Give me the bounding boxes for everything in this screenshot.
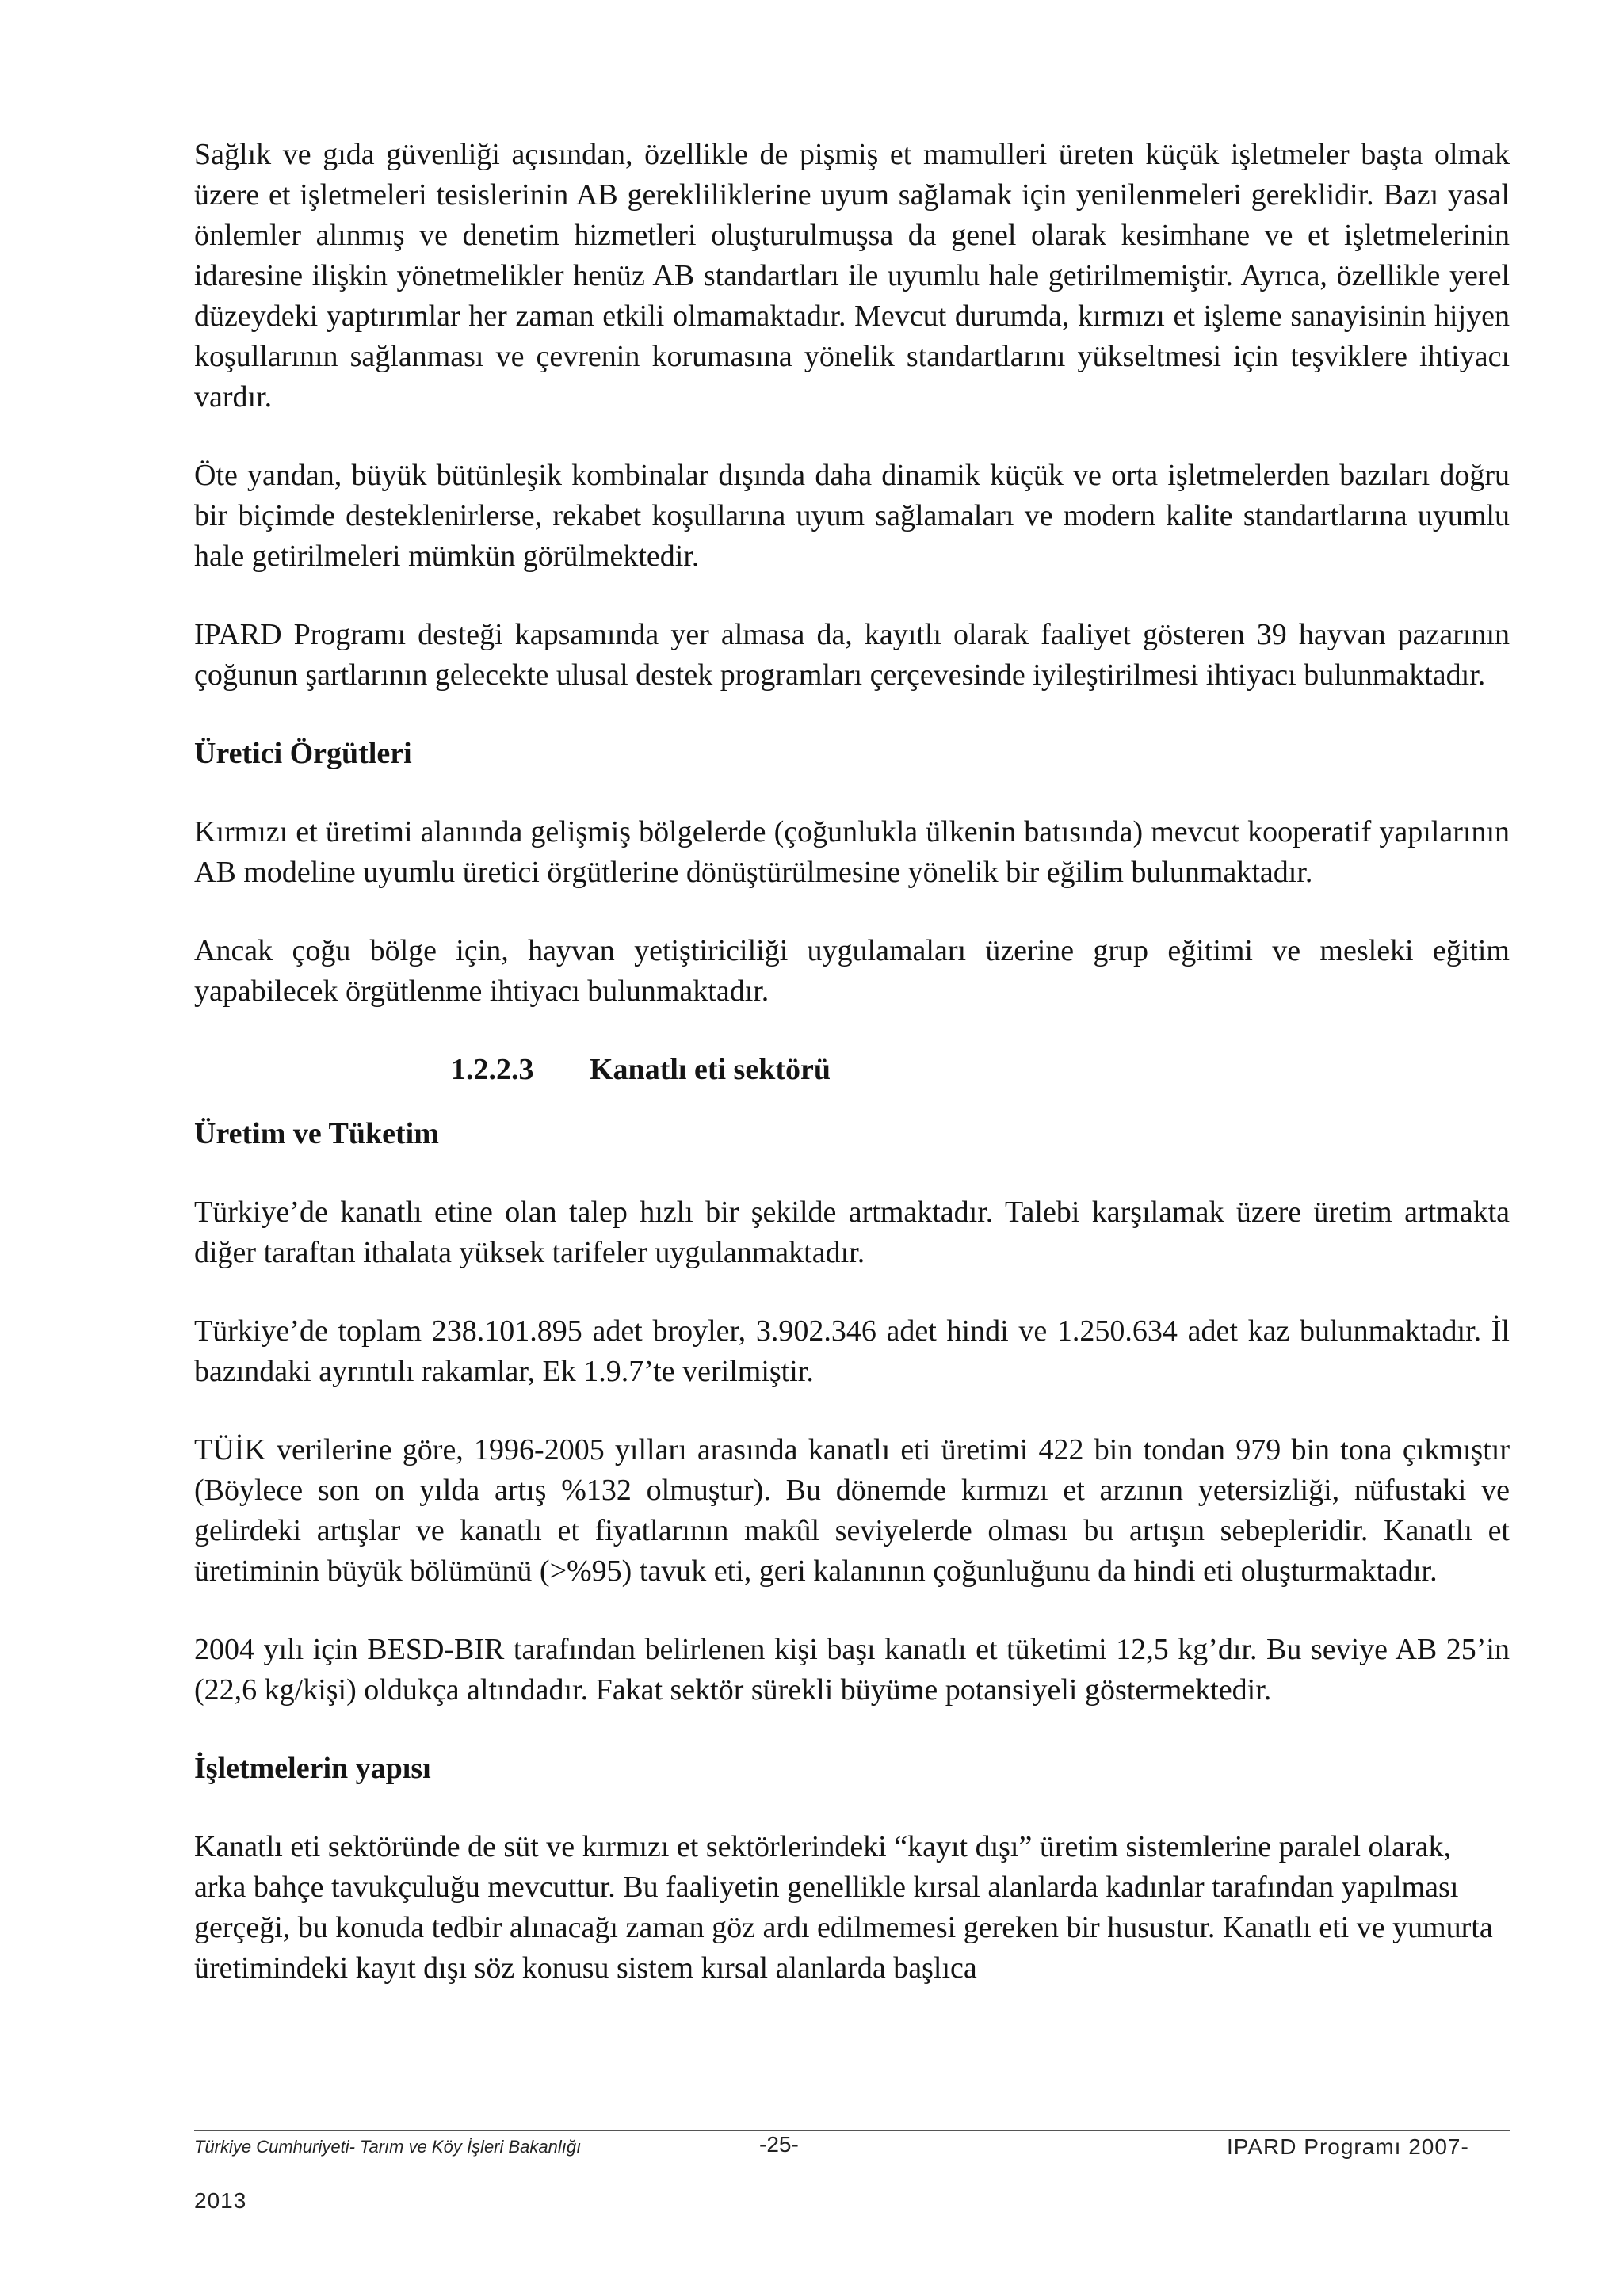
footer-program: IPARD Programı 2007-	[1227, 2134, 1469, 2159]
paragraph-poultry-demand: Türkiye’de kanatlı etine olan talep hızlı bir şekilde artmaktadır. Talebi karşılamak üzere üretim artmakta diğer taraftan ithalata yüksek tarifeler uygulanmaktadır.	[194, 1196, 1510, 1269]
page-body	[194, 135, 1510, 2011]
paragraph-training-need: Ancak çoğu bölge için, hayvan yetiştiriciliği uygulamaları üzerine grup eğitimi ve mesleki eğitim yapabilecek örgütlenme ihtiyacı bulunmaktadır.	[194, 934, 1510, 1008]
paragraph-cooperatives: Kırmızı et üretimi alanında gelişmiş bölgelerde (çoğunlukla ülkenin batısında) mevcut kooperatif yapılarının AB modeline uyumlu üretici örgütlerine dönüştürülmesine yönelik bir eğilim bulunmaktadır.	[194, 815, 1510, 889]
footer-ministry: Türkiye Cumhuriyeti- Tarım ve Köy İşleri Bakanlığı	[194, 2137, 582, 2157]
paragraph-poultry-counts: Türkiye’de toplam 238.101.895 adet broyler, 3.902.346 adet hindi ve 1.250.634 adet kaz bulunmaktadır. İl bazındaki ayrıntılı rakamlar, Ek 1.9.7’te verilmiştir.	[194, 1314, 1510, 1388]
paragraph-backyard-poultry: Kanatlı eti sektöründe de süt ve kırmızı et sektörlerindeki “kayıt dışı” üretim sistemlerine paralel olarak, arka bahçe tavukçuluğu mevcuttur. Bu faaliyetin genellikle kırsal alanlarda kadınlar tarafından yapılması gerçeği, bu konuda tedbir alınacağı zaman göz ardı edilmemesi gereken bir husustur. Kanatlı eti ve yumurta üretimindeki kayıt dışı söz konusu sistem kırsal alanlarda başlıca	[194, 1830, 1493, 1985]
footer-page-number: -25-	[759, 2132, 799, 2157]
paragraph-sme-support: Öte yandan, büyük bütünleşik kombinalar dışında daha dinamik küçük ve orta işletmelerden bazıları doğru bir biçimde desteklenirlerse, rekabet koşullarına uyum sağlamaları ve modern kalite standartlarına uyumlu hale getirilmeleri mümkün görülmektedir.	[194, 459, 1510, 573]
heading-production-consumption: Üretim ve Tüketim	[194, 1117, 439, 1150]
footer-divider	[194, 2130, 1510, 2131]
footer-year: 2013	[194, 2188, 247, 2213]
paragraph-consumption: 2004 yılı için BESD-BIR tarafından belirlenen kişi başı kanatlı et tüketimi 12,5 kg’dır. Bu seviye AB 25’in (22,6 kg/kişi) oldukça altındadır. Fakat sektör sürekli büyüme potansiyeli göstermektedir.	[194, 1633, 1510, 1707]
section-title: Kanatlı eti sektörü	[590, 1053, 831, 1086]
heading-producer-organizations: Üretici Örgütleri	[194, 737, 412, 770]
section-number: 1.2.2.3	[451, 1053, 534, 1086]
paragraph-animal-markets: IPARD Programı desteği kapsamında yer almasa da, kayıtlı olarak faaliyet gösteren 39 hayvan pazarının çoğunun şartlarının gelecekte ulusal destek programları çerçevesinde iyileştirilmesi ihtiyacı bulunmaktadır.	[194, 618, 1510, 692]
heading-enterprise-structure: İşletmelerin yapısı	[194, 1752, 431, 1785]
paragraph-hygiene: Sağlık ve gıda güvenliği açısından, özellikle de pişmiş et mamulleri üreten küçük işletmeler başta olmak üzere et işletmeleri tesislerinin AB gerekliliklerine uyum sağlamak için yenilenmeleri gereklidir. Bazı yasal önlemler alınmış ve denetim hizmetleri oluşturulmuşsa da genel olarak kesimhane ve et işletmelerinin idaresine ilişkin yönetmelikler henüz AB standartları ile uyumlu hale getirilmemiştir. Ayrıca, özellikle yerel düzeydeki yaptırımlar her zaman etkili olmamaktadır. Mevcut durumda, kırmızı et işleme sanayisinin hijyen koşullarının sağlanması ve çevrenin korumasına yönelik standartlarını yükseltmesi için teşviklere ihtiyacı vardır.	[194, 138, 1510, 414]
section-heading-poultry	[194, 1050, 1510, 1090]
paragraph-production-growth: TÜİK verilerine göre, 1996-2005 yılları arasında kanatlı eti üretimi 422 bin tondan 979 bin tona çıkmıştır (Böylece son on yılda artış %132 olmuştur). Bu dönemde kırmızı et arzının yetersizliği, nüfustaki ve gelirdeki artışlar ve kanatlı et fiyatlarının makûl seviyelerde olması bu artışın sebepleridir. Kanatlı et üretiminin büyük bölümünü (>%95) tavuk eti, geri kalanının çoğunluğunu da hindi eti oluşturmaktadır.	[194, 1433, 1510, 1588]
